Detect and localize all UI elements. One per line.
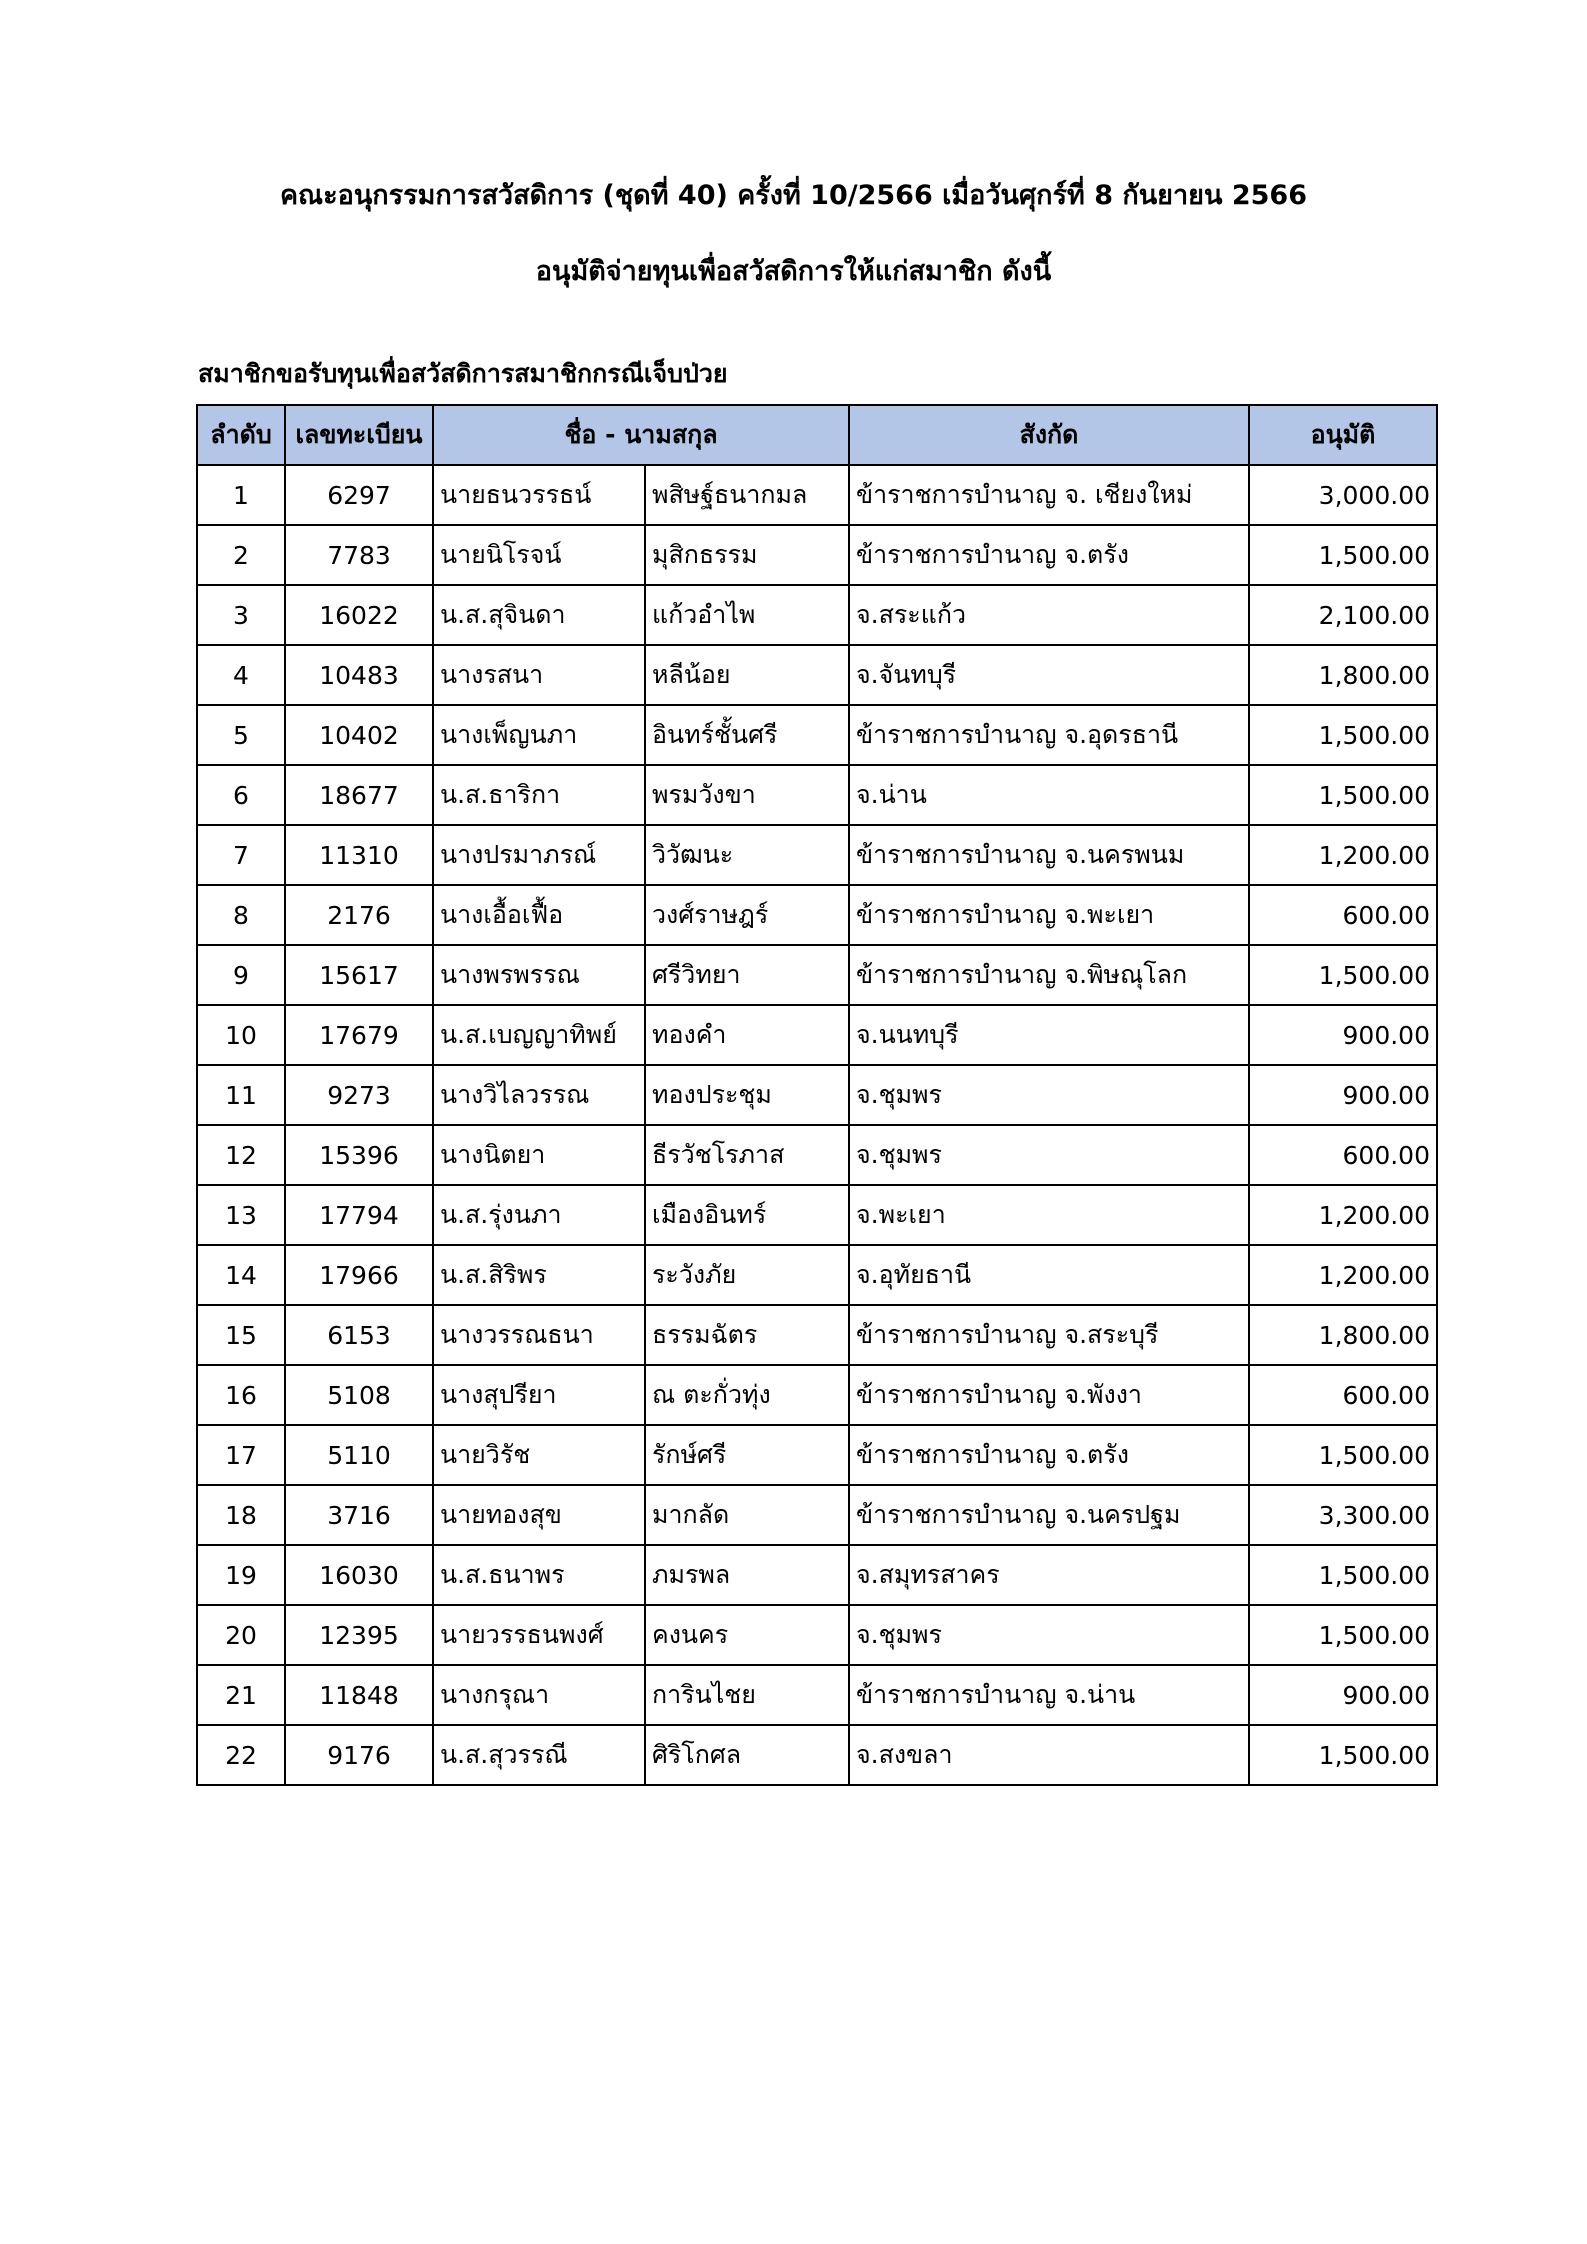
cell-amount: 900.00 bbox=[1249, 1005, 1437, 1065]
cell-name: น.ส.เบญญาทิพย์ bbox=[433, 1005, 645, 1065]
cell-unit: ข้าราชการบำนาญ จ. เชียงใหม่ bbox=[849, 465, 1249, 525]
cell-registration: 12395 bbox=[285, 1605, 433, 1665]
cell-no: 9 bbox=[197, 945, 285, 1005]
cell-unit: จ.ชุมพร bbox=[849, 1125, 1249, 1185]
table-header-row bbox=[197, 405, 1437, 465]
cell-no: 6 bbox=[197, 765, 285, 825]
cell-registration: 10483 bbox=[285, 645, 433, 705]
cell-amount: 1,800.00 bbox=[1249, 645, 1437, 705]
cell-registration: 11310 bbox=[285, 825, 433, 885]
cell-registration: 17966 bbox=[285, 1245, 433, 1305]
cell-amount: 1,200.00 bbox=[1249, 825, 1437, 885]
cell-unit: จ.จันทบุรี bbox=[849, 645, 1249, 705]
cell-unit: จ.สมุทรสาคร bbox=[849, 1545, 1249, 1605]
cell-unit: ข้าราชการบำนาญ จ.อุดรธานี bbox=[849, 705, 1249, 765]
table-row bbox=[197, 765, 1437, 825]
cell-unit: จ.สงขลา bbox=[849, 1725, 1249, 1785]
cell-surname: พสิษฐ์ธนากมล bbox=[645, 465, 849, 525]
table-row bbox=[197, 1545, 1437, 1605]
cell-amount: 1,500.00 bbox=[1249, 705, 1437, 765]
cell-unit: ข้าราชการบำนาญ จ.น่าน bbox=[849, 1665, 1249, 1725]
table-row bbox=[197, 1485, 1437, 1545]
section-heading: สมาชิกขอรับทุนเพื่อสวัสดิการสมาชิกกรณีเจ็บป่วย bbox=[198, 359, 728, 388]
cell-no: 18 bbox=[197, 1485, 285, 1545]
cell-no: 11 bbox=[197, 1065, 285, 1125]
cell-unit: จ.ชุมพร bbox=[849, 1605, 1249, 1665]
cell-amount: 600.00 bbox=[1249, 1365, 1437, 1425]
cell-amount: 3,300.00 bbox=[1249, 1485, 1437, 1545]
cell-unit: ข้าราชการบำนาญ จ.พะเยา bbox=[849, 885, 1249, 945]
cell-no: 7 bbox=[197, 825, 285, 885]
cell-name: นางวิไลวรรณ bbox=[433, 1065, 645, 1125]
cell-no: 21 bbox=[197, 1665, 285, 1725]
cell-registration: 10402 bbox=[285, 705, 433, 765]
cell-registration: 16030 bbox=[285, 1545, 433, 1605]
table-row bbox=[197, 1725, 1437, 1785]
cell-unit: ข้าราชการบำนาญ จ.ตรัง bbox=[849, 1425, 1249, 1485]
cell-name: น.ส.ธนาพร bbox=[433, 1545, 645, 1605]
welfare-approval-table bbox=[196, 404, 1438, 1786]
cell-no: 10 bbox=[197, 1005, 285, 1065]
cell-registration: 11848 bbox=[285, 1665, 433, 1725]
cell-surname: แก้วอำไพ bbox=[645, 585, 849, 645]
cell-name: น.ส.ธาริกา bbox=[433, 765, 645, 825]
cell-amount: 900.00 bbox=[1249, 1065, 1437, 1125]
cell-surname: วิวัฒนะ bbox=[645, 825, 849, 885]
cell-amount: 1,500.00 bbox=[1249, 525, 1437, 585]
cell-registration: 7783 bbox=[285, 525, 433, 585]
cell-no: 17 bbox=[197, 1425, 285, 1485]
cell-no: 8 bbox=[197, 885, 285, 945]
cell-amount: 600.00 bbox=[1249, 885, 1437, 945]
cell-unit: จ.ชุมพร bbox=[849, 1065, 1249, 1125]
cell-unit: ข้าราชการบำนาญ จ.ตรัง bbox=[849, 525, 1249, 585]
cell-surname: มุสิกธรรม bbox=[645, 525, 849, 585]
cell-no: 12 bbox=[197, 1125, 285, 1185]
cell-unit: ข้าราชการบำนาญ จ.นครปฐม bbox=[849, 1485, 1249, 1545]
cell-amount: 900.00 bbox=[1249, 1665, 1437, 1725]
header-no: ลำดับ bbox=[197, 405, 285, 465]
cell-name: นายธนวรรธน์ bbox=[433, 465, 645, 525]
table-row bbox=[197, 1245, 1437, 1305]
cell-surname: รักษ์ศรี bbox=[645, 1425, 849, 1485]
cell-registration: 9273 bbox=[285, 1065, 433, 1125]
table-row bbox=[197, 1425, 1437, 1485]
cell-no: 14 bbox=[197, 1245, 285, 1305]
cell-unit: จ.สระแก้ว bbox=[849, 585, 1249, 645]
cell-unit: จ.พะเยา bbox=[849, 1185, 1249, 1245]
cell-name: นายนิโรจน์ bbox=[433, 525, 645, 585]
table-row bbox=[197, 1365, 1437, 1425]
table-row bbox=[197, 585, 1437, 645]
table-row bbox=[197, 1665, 1437, 1725]
cell-name: นายวรรธนพงศ์ bbox=[433, 1605, 645, 1665]
cell-registration: 17679 bbox=[285, 1005, 433, 1065]
cell-no: 2 bbox=[197, 525, 285, 585]
cell-surname: ธรรมฉัตร bbox=[645, 1305, 849, 1365]
cell-surname: เมืองอินทร์ bbox=[645, 1185, 849, 1245]
cell-surname: การินไชย bbox=[645, 1665, 849, 1725]
table-row bbox=[197, 1185, 1437, 1245]
cell-no: 4 bbox=[197, 645, 285, 705]
cell-name: นางพรพรรณ bbox=[433, 945, 645, 1005]
cell-name: น.ส.สุจินดา bbox=[433, 585, 645, 645]
cell-name: น.ส.รุ่งนภา bbox=[433, 1185, 645, 1245]
cell-amount: 1,800.00 bbox=[1249, 1305, 1437, 1365]
cell-no: 1 bbox=[197, 465, 285, 525]
cell-no: 16 bbox=[197, 1365, 285, 1425]
table-row bbox=[197, 825, 1437, 885]
cell-amount: 1,500.00 bbox=[1249, 1545, 1437, 1605]
cell-registration: 18677 bbox=[285, 765, 433, 825]
cell-amount: 1,500.00 bbox=[1249, 1605, 1437, 1665]
cell-unit: ข้าราชการบำนาญ จ.สระบุรี bbox=[849, 1305, 1249, 1365]
cell-no: 15 bbox=[197, 1305, 285, 1365]
cell-surname: ทองประชุม bbox=[645, 1065, 849, 1125]
header-name: ชื่อ - นามสกุล bbox=[433, 405, 849, 465]
cell-name: นางนิตยา bbox=[433, 1125, 645, 1185]
document-subtitle: อนุมัติจ่ายทุนเพื่อสวัสดิการให้แก่สมาชิก ดังนี้ bbox=[535, 256, 1052, 287]
cell-no: 3 bbox=[197, 585, 285, 645]
cell-surname: คงนคร bbox=[645, 1605, 849, 1665]
cell-surname: ศิริโกศล bbox=[645, 1725, 849, 1785]
cell-no: 13 bbox=[197, 1185, 285, 1245]
cell-amount: 3,000.00 bbox=[1249, 465, 1437, 525]
cell-unit: จ.น่าน bbox=[849, 765, 1249, 825]
cell-registration: 3716 bbox=[285, 1485, 433, 1545]
table-row bbox=[197, 945, 1437, 1005]
cell-surname: วงศ์ราษฎร์ bbox=[645, 885, 849, 945]
cell-amount: 1,500.00 bbox=[1249, 765, 1437, 825]
cell-surname: ศรีวิทยา bbox=[645, 945, 849, 1005]
table-row bbox=[197, 705, 1437, 765]
cell-name: นางรสนา bbox=[433, 645, 645, 705]
cell-unit: ข้าราชการบำนาญ จ.พังงา bbox=[849, 1365, 1249, 1425]
cell-surname: อินทร์ชั้นศรี bbox=[645, 705, 849, 765]
cell-registration: 6153 bbox=[285, 1305, 433, 1365]
cell-no: 5 bbox=[197, 705, 285, 765]
cell-surname: หลีน้อย bbox=[645, 645, 849, 705]
cell-name: นางเพ็ญนภา bbox=[433, 705, 645, 765]
cell-name: นายวิรัช bbox=[433, 1425, 645, 1485]
cell-registration: 6297 bbox=[285, 465, 433, 525]
cell-surname: พรมวังขา bbox=[645, 765, 849, 825]
table-row bbox=[197, 885, 1437, 945]
cell-name: นางกรุณา bbox=[433, 1665, 645, 1725]
table-row bbox=[197, 1065, 1437, 1125]
header-amount: อนุมัติ bbox=[1249, 405, 1437, 465]
cell-registration: 9176 bbox=[285, 1725, 433, 1785]
cell-name: นางวรรณธนา bbox=[433, 1305, 645, 1365]
cell-amount: 2,100.00 bbox=[1249, 585, 1437, 645]
cell-unit: จ.อุทัยธานี bbox=[849, 1245, 1249, 1305]
cell-amount: 1,200.00 bbox=[1249, 1185, 1437, 1245]
cell-surname: มากลัด bbox=[645, 1485, 849, 1545]
cell-registration: 2176 bbox=[285, 885, 433, 945]
cell-name: น.ส.สิริพร bbox=[433, 1245, 645, 1305]
cell-name: น.ส.สุวรรณี bbox=[433, 1725, 645, 1785]
cell-no: 19 bbox=[197, 1545, 285, 1605]
cell-surname: ระวังภัย bbox=[645, 1245, 849, 1305]
cell-name: นายทองสุข bbox=[433, 1485, 645, 1545]
table-row bbox=[197, 1305, 1437, 1365]
cell-registration: 17794 bbox=[285, 1185, 433, 1245]
cell-registration: 15396 bbox=[285, 1125, 433, 1185]
cell-amount: 600.00 bbox=[1249, 1125, 1437, 1185]
cell-amount: 1,500.00 bbox=[1249, 1425, 1437, 1485]
cell-name: นางปรมาภรณ์ bbox=[433, 825, 645, 885]
cell-no: 22 bbox=[197, 1725, 285, 1785]
cell-unit: จ.นนทบุรี bbox=[849, 1005, 1249, 1065]
cell-surname: ภมรพล bbox=[645, 1545, 849, 1605]
cell-surname: ณ ตะกั่วทุ่ง bbox=[645, 1365, 849, 1425]
cell-amount: 1,500.00 bbox=[1249, 1725, 1437, 1785]
cell-amount: 1,200.00 bbox=[1249, 1245, 1437, 1305]
cell-name: นางเอื้อเฟื้อ bbox=[433, 885, 645, 945]
table-body bbox=[197, 465, 1437, 1785]
table-row bbox=[197, 1125, 1437, 1185]
table-row bbox=[197, 525, 1437, 585]
cell-registration: 5110 bbox=[285, 1425, 433, 1485]
table-row bbox=[197, 1005, 1437, 1065]
cell-registration: 5108 bbox=[285, 1365, 433, 1425]
cell-surname: ทองคำ bbox=[645, 1005, 849, 1065]
cell-registration: 15617 bbox=[285, 945, 433, 1005]
cell-surname: ธีรวัชโรภาส bbox=[645, 1125, 849, 1185]
cell-unit: ข้าราชการบำนาญ จ.นครพนม bbox=[849, 825, 1249, 885]
cell-name: นางสุปรียา bbox=[433, 1365, 645, 1425]
document-title: คณะอนุกรรมการสวัสดิการ (ชุดที่ 40) ครั้งที่ 10/2566 เมื่อวันศุกร์ที่ 8 กันยายน 2566 bbox=[280, 180, 1307, 211]
table-row bbox=[197, 645, 1437, 705]
header-unit: สังกัด bbox=[849, 405, 1249, 465]
cell-no: 20 bbox=[197, 1605, 285, 1665]
table-row bbox=[197, 465, 1437, 525]
cell-amount: 1,500.00 bbox=[1249, 945, 1437, 1005]
cell-registration: 16022 bbox=[285, 585, 433, 645]
table-row bbox=[197, 1605, 1437, 1665]
cell-unit: ข้าราชการบำนาญ จ.พิษณุโลก bbox=[849, 945, 1249, 1005]
header-registration: เลขทะเบียน bbox=[285, 405, 433, 465]
